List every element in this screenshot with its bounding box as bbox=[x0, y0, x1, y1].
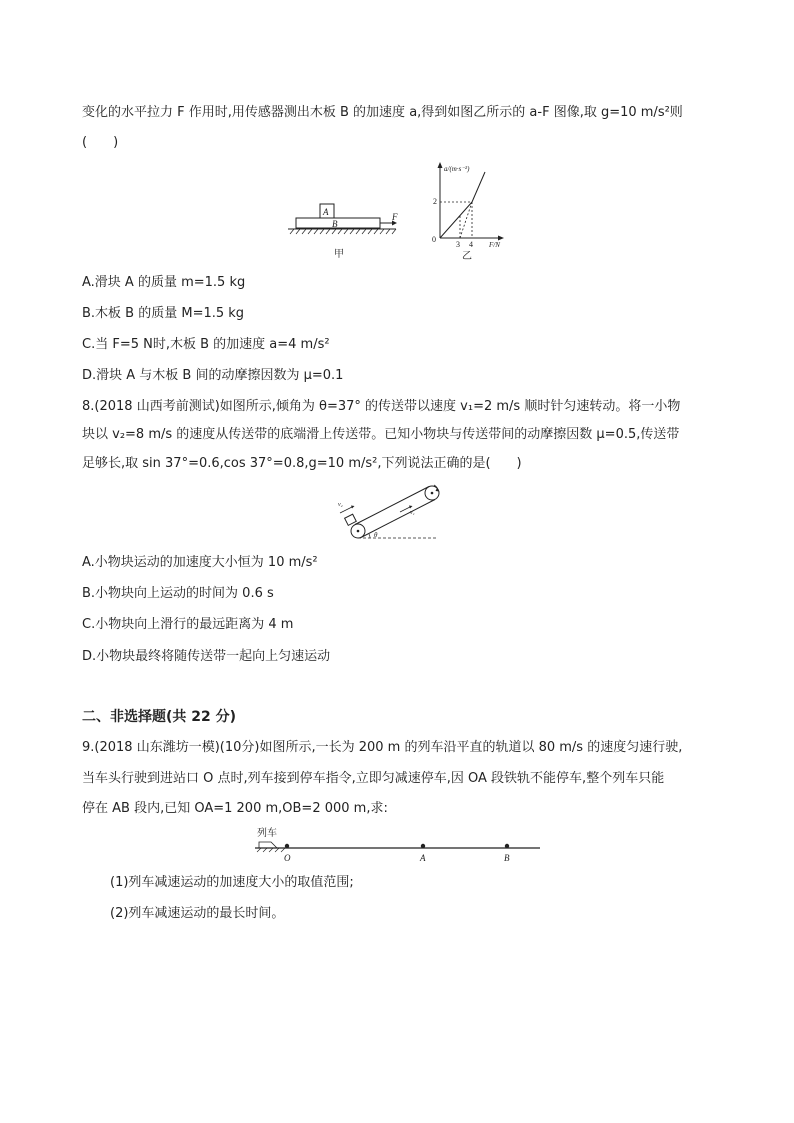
q8-stem-line3: 足够长,取 sin 37°=0.6,cos 37°=0.8,g=10 m/s²,下列说法正确的是( ) bbox=[82, 456, 522, 471]
train-shape bbox=[259, 842, 277, 848]
q8-option-a: A.小物块运动的加速度大小恒为 10 m/s² bbox=[82, 555, 318, 570]
dashed-extension bbox=[460, 202, 472, 238]
q8-option-c: C.小物块向上滑行的最远距离为 4 m bbox=[82, 617, 294, 632]
board-b bbox=[296, 218, 380, 228]
q7-figure-yi bbox=[422, 160, 522, 265]
x-axis-label: F/N bbox=[489, 241, 500, 249]
v1-label: v₁ bbox=[410, 510, 415, 516]
q9-stem-line2: 当车头行驶到进站口 O 点时,列车接到停车指令,立即匀减速停车,因 OA 段铁轨不能停车,整个列车只能 bbox=[82, 771, 665, 786]
q8-option-b: B.小物块向上运动的时间为 0.6 s bbox=[82, 586, 274, 601]
q8-option-d: D.小物块最终将随传送带一起向上匀速运动 bbox=[82, 649, 331, 664]
theta-label: θ bbox=[374, 531, 378, 539]
belt-bottom bbox=[361, 500, 435, 538]
graph-line-1 bbox=[440, 202, 472, 238]
q9-figure bbox=[255, 826, 545, 866]
belt-top bbox=[355, 487, 429, 525]
q7-option-b: B.木板 B 的质量 M=1.5 kg bbox=[82, 306, 245, 321]
label-o: O bbox=[284, 853, 291, 863]
y-tick-2: 2 bbox=[433, 197, 437, 206]
v2-label: v₂ bbox=[338, 502, 343, 508]
caption-yi: 乙 bbox=[462, 251, 472, 262]
q7-figure-jia bbox=[288, 196, 403, 266]
q7-stem-line1: 变化的水平拉力 F 作用时,用传感器测出木板 B 的加速度 a,得到如图乙所示的 a-F 图像,取 g=10 m/s²则 bbox=[82, 105, 683, 120]
point-b bbox=[505, 844, 509, 848]
q7-option-d: D.滑块 A 与木板 B 间的动摩擦因数为 μ=0.1 bbox=[82, 368, 344, 383]
y-axis-label: a/(m·s⁻²) bbox=[444, 165, 470, 173]
point-a bbox=[421, 844, 425, 848]
point-o bbox=[285, 844, 289, 848]
q9-stem-line3: 停在 AB 段内,已知 OA=1 200 m,OB=2 000 m,求: bbox=[82, 801, 388, 816]
label-a: A bbox=[420, 853, 426, 863]
graph-line-2 bbox=[472, 172, 485, 202]
v1-arrow bbox=[400, 507, 410, 512]
q9-sub-question-1: (1)列车减速运动的加速度大小的取值范围; bbox=[110, 875, 354, 890]
q8-figure bbox=[330, 476, 440, 546]
q7-answer-bracket: ( ) bbox=[82, 135, 119, 150]
q7-option-a: A.滑块 A 的质量 m=1.5 kg bbox=[82, 275, 246, 290]
x-tick-3: 3 bbox=[456, 240, 460, 249]
label-a: A bbox=[323, 207, 329, 217]
q8-stem-line2: 块以 v₂=8 m/s 的速度从传送带的底端滑上传送带。已知小物块与传送带间的动摩擦因数 μ=0.5,传送带 bbox=[82, 427, 680, 442]
label-f: F bbox=[392, 212, 398, 222]
origin-label: 0 bbox=[432, 235, 436, 244]
x-tick-4: 4 bbox=[469, 240, 473, 249]
train-label: 列车 bbox=[257, 828, 277, 839]
caption-jia: 甲 bbox=[334, 249, 344, 260]
q9-sub-question-2: (2)列车减速运动的最长时间。 bbox=[110, 906, 285, 921]
q9-stem-line1: 9.(2018 山东潍坊一模)(10分)如图所示,一长为 200 m 的列车沿平直的轨道以 80 m/s 的速度匀速行驶, bbox=[82, 740, 683, 755]
label-b: B bbox=[504, 853, 510, 863]
q7-option-c: C.当 F=5 N时,木板 B 的加速度 a=4 m/s² bbox=[82, 337, 330, 352]
q8-stem-line1: 8.(2018 山西考前测试)如图所示,倾角为 θ=37° 的传送带以速度 v₁=2 m/s 顺时针匀速转动。将一小物 bbox=[82, 399, 681, 414]
label-b: B bbox=[332, 219, 338, 229]
small-block bbox=[345, 514, 357, 525]
section-heading: 二、非选择题(共 22 分) bbox=[82, 709, 237, 725]
